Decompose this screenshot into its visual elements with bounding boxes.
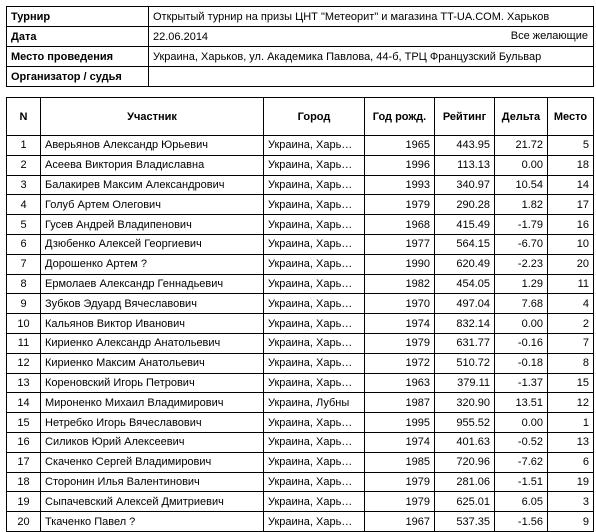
table-row: [7, 274, 594, 294]
venue-label: Место проведения: [7, 47, 149, 67]
cell-place: 3: [548, 492, 594, 512]
venue-row: [7, 47, 594, 67]
cell-participant: Кириенко Александр Анатольевич: [41, 333, 264, 353]
cell-number: 17: [7, 452, 41, 472]
cell-city: Украина, Харь…: [264, 136, 365, 156]
cell-birth-year: 1985: [365, 452, 435, 472]
cell-place: 14: [548, 175, 594, 195]
date-cell: [149, 27, 594, 47]
cell-delta: 10.54: [495, 175, 548, 195]
cell-number: 11: [7, 333, 41, 353]
cell-delta: -1.56: [495, 512, 548, 532]
cell-place: 15: [548, 373, 594, 393]
cell-delta: -1.51: [495, 472, 548, 492]
cell-birth-year: 1963: [365, 373, 435, 393]
cell-participant: Скаченко Сергей Владимирович: [41, 452, 264, 472]
cell-birth-year: 1972: [365, 353, 435, 373]
cell-city: Украина, Харь…: [264, 472, 365, 492]
cell-participant: Дзюбенко Алексей Георгиевич: [41, 234, 264, 254]
header-city: Город: [264, 98, 365, 136]
cell-rating: 564.15: [435, 234, 495, 254]
table-row: [7, 452, 594, 472]
cell-city: Украина, Харь…: [264, 195, 365, 215]
cell-rating: 281.06: [435, 472, 495, 492]
cell-birth-year: 1995: [365, 413, 435, 433]
table-row: [7, 314, 594, 334]
cell-number: 13: [7, 373, 41, 393]
cell-rating: 320.90: [435, 393, 495, 413]
header-place: Место: [548, 98, 594, 136]
table-row: [7, 294, 594, 314]
cell-participant: Кореновский Игорь Петрович: [41, 373, 264, 393]
cell-city: Украина, Харь…: [264, 452, 365, 472]
table-row: [7, 393, 594, 413]
cell-birth-year: 1965: [365, 136, 435, 156]
cell-city: Украина, Харь…: [264, 175, 365, 195]
cell-participant: Сторонин Илья Валентинович: [41, 472, 264, 492]
table-row: [7, 413, 594, 433]
cell-city: Украина, Харь…: [264, 274, 365, 294]
date-label: Дата: [7, 27, 149, 47]
cell-delta: 1.29: [495, 274, 548, 294]
cell-number: 1: [7, 136, 41, 156]
cell-number: 2: [7, 155, 41, 175]
cell-number: 8: [7, 274, 41, 294]
cell-birth-year: 1979: [365, 492, 435, 512]
cell-number: 20: [7, 512, 41, 532]
tournament-info-table: [6, 6, 594, 87]
organizer-label: Организатор / судья: [7, 67, 149, 87]
organizer-row: [7, 67, 594, 87]
cell-participant: Голуб Артем Олегович: [41, 195, 264, 215]
cell-delta: -0.16: [495, 333, 548, 353]
cell-participant: Нетребко Игорь Вячеславович: [41, 413, 264, 433]
cell-city: Украина, Харь…: [264, 432, 365, 452]
table-row: [7, 333, 594, 353]
cell-place: 13: [548, 432, 594, 452]
tournament-label: Турнир: [7, 7, 149, 27]
cell-rating: 340.97: [435, 175, 495, 195]
table-row: [7, 472, 594, 492]
cell-delta: -1.79: [495, 215, 548, 235]
cell-city: Украина, Харь…: [264, 413, 365, 433]
cell-city: Украина, Харь…: [264, 215, 365, 235]
table-row: [7, 353, 594, 373]
cell-birth-year: 1979: [365, 195, 435, 215]
cell-participant: Кириенко Максим Анатольевич: [41, 353, 264, 373]
cell-place: 9: [548, 512, 594, 532]
results-body: [7, 136, 594, 532]
cell-number: 18: [7, 472, 41, 492]
venue-value: Украина, Харьков, ул. Академика Павлова, 44-б, ТРЦ Французский Бульвар: [149, 47, 594, 67]
cell-delta: 0.00: [495, 314, 548, 334]
cell-delta: 0.00: [495, 413, 548, 433]
cell-birth-year: 1974: [365, 432, 435, 452]
cell-place: 1: [548, 413, 594, 433]
cell-birth-year: 1979: [365, 333, 435, 353]
table-row: [7, 136, 594, 156]
cell-delta: 7.68: [495, 294, 548, 314]
table-row: [7, 234, 594, 254]
cell-birth-year: 1970: [365, 294, 435, 314]
cell-rating: 537.35: [435, 512, 495, 532]
cell-city: Украина, Харь…: [264, 492, 365, 512]
cell-place: 7: [548, 333, 594, 353]
cell-rating: 510.72: [435, 353, 495, 373]
cell-number: 16: [7, 432, 41, 452]
tournament-row: [7, 7, 594, 27]
cell-number: 19: [7, 492, 41, 512]
cell-city: Украина, Харь…: [264, 314, 365, 334]
cell-number: 5: [7, 215, 41, 235]
cell-place: 16: [548, 215, 594, 235]
organizer-value: [149, 67, 594, 87]
cell-delta: -6.70: [495, 234, 548, 254]
table-row: [7, 254, 594, 274]
cell-birth-year: 1982: [365, 274, 435, 294]
cell-participant: Кальянов Виктор Иванович: [41, 314, 264, 334]
cell-place: 6: [548, 452, 594, 472]
cell-participant: Зубков Эдуард Вячеславович: [41, 294, 264, 314]
header-delta: Дельта: [495, 98, 548, 136]
cell-number: 3: [7, 175, 41, 195]
cell-number: 14: [7, 393, 41, 413]
cell-birth-year: 1990: [365, 254, 435, 274]
cell-number: 15: [7, 413, 41, 433]
header-rating: Рейтинг: [435, 98, 495, 136]
cell-participant: Силиков Юрий Алексеевич: [41, 432, 264, 452]
cell-rating: 832.14: [435, 314, 495, 334]
date-note: Все желающие: [510, 30, 588, 42]
cell-city: Украина, Лубны: [264, 393, 365, 413]
cell-birth-year: 1968: [365, 215, 435, 235]
header-participant: Участник: [41, 98, 264, 136]
date-value: 22.06.2014: [153, 30, 209, 43]
cell-place: 2: [548, 314, 594, 334]
cell-city: Украина, Харь…: [264, 373, 365, 393]
table-row: [7, 373, 594, 393]
cell-place: 4: [548, 294, 594, 314]
cell-participant: Гусев Андрей Владипенович: [41, 215, 264, 235]
cell-birth-year: 1979: [365, 472, 435, 492]
cell-place: 17: [548, 195, 594, 215]
cell-city: Украина, Харь…: [264, 155, 365, 175]
cell-rating: 113.13: [435, 155, 495, 175]
cell-delta: 1.82: [495, 195, 548, 215]
cell-birth-year: 1987: [365, 393, 435, 413]
cell-number: 4: [7, 195, 41, 215]
header-number: N: [7, 98, 41, 136]
cell-delta: -2.23: [495, 254, 548, 274]
cell-number: 7: [7, 254, 41, 274]
cell-rating: 415.49: [435, 215, 495, 235]
results-table: [6, 97, 594, 532]
cell-rating: 631.77: [435, 333, 495, 353]
cell-participant: Дорошенко Артем ?: [41, 254, 264, 274]
cell-rating: 625.01: [435, 492, 495, 512]
cell-delta: 13.51: [495, 393, 548, 413]
cell-participant: Аверьянов Александр Юрьевич: [41, 136, 264, 156]
cell-place: 5: [548, 136, 594, 156]
cell-city: Украина, Харь…: [264, 294, 365, 314]
date-row: [7, 27, 594, 47]
cell-delta: 6.05: [495, 492, 548, 512]
cell-place: 11: [548, 274, 594, 294]
cell-rating: 454.05: [435, 274, 495, 294]
cell-rating: 290.28: [435, 195, 495, 215]
cell-delta: -1.37: [495, 373, 548, 393]
table-row: [7, 492, 594, 512]
cell-city: Украина, Харь…: [264, 333, 365, 353]
table-row: [7, 432, 594, 452]
cell-delta: -7.62: [495, 452, 548, 472]
cell-place: 20: [548, 254, 594, 274]
cell-delta: -0.52: [495, 432, 548, 452]
cell-birth-year: 1996: [365, 155, 435, 175]
cell-rating: 443.95: [435, 136, 495, 156]
cell-participant: Ермолаев Александр Геннадьевич: [41, 274, 264, 294]
tournament-value: Открытый турнир на призы ЦНТ "Метеорит" и магазина TT-UA.COM. Харьков: [149, 7, 594, 27]
cell-rating: 497.04: [435, 294, 495, 314]
cell-number: 10: [7, 314, 41, 334]
cell-participant: Балакирев Максим Александрович: [41, 175, 264, 195]
cell-city: Украина, Харь…: [264, 254, 365, 274]
table-row: [7, 512, 594, 532]
results-header-row: [7, 98, 594, 136]
cell-participant: Асеева Виктория Владиславна: [41, 155, 264, 175]
cell-city: Украина, Харь…: [264, 234, 365, 254]
cell-delta: 0.00: [495, 155, 548, 175]
cell-place: 18: [548, 155, 594, 175]
cell-place: 12: [548, 393, 594, 413]
cell-birth-year: 1977: [365, 234, 435, 254]
cell-place: 8: [548, 353, 594, 373]
cell-rating: 401.63: [435, 432, 495, 452]
cell-place: 10: [548, 234, 594, 254]
cell-number: 9: [7, 294, 41, 314]
cell-city: Украина, Харь…: [264, 353, 365, 373]
table-row: [7, 195, 594, 215]
cell-rating: 379.11: [435, 373, 495, 393]
table-row: [7, 155, 594, 175]
cell-rating: 620.49: [435, 254, 495, 274]
cell-number: 12: [7, 353, 41, 373]
cell-number: 6: [7, 234, 41, 254]
cell-birth-year: 1974: [365, 314, 435, 334]
cell-participant: Ткаченко Павел ?: [41, 512, 264, 532]
cell-birth-year: 1967: [365, 512, 435, 532]
cell-delta: -0.18: [495, 353, 548, 373]
cell-participant: Сыпачевский Алексей Дмитриевич: [41, 492, 264, 512]
cell-rating: 720.96: [435, 452, 495, 472]
cell-birth-year: 1993: [365, 175, 435, 195]
table-row: [7, 175, 594, 195]
table-row: [7, 215, 594, 235]
cell-place: 19: [548, 472, 594, 492]
cell-participant: Мироненко Михаил Владимирович: [41, 393, 264, 413]
cell-city: Украина, Харь…: [264, 512, 365, 532]
cell-delta: 21.72: [495, 136, 548, 156]
cell-rating: 955.52: [435, 413, 495, 433]
header-birth-year: Год рожд.: [365, 98, 435, 136]
